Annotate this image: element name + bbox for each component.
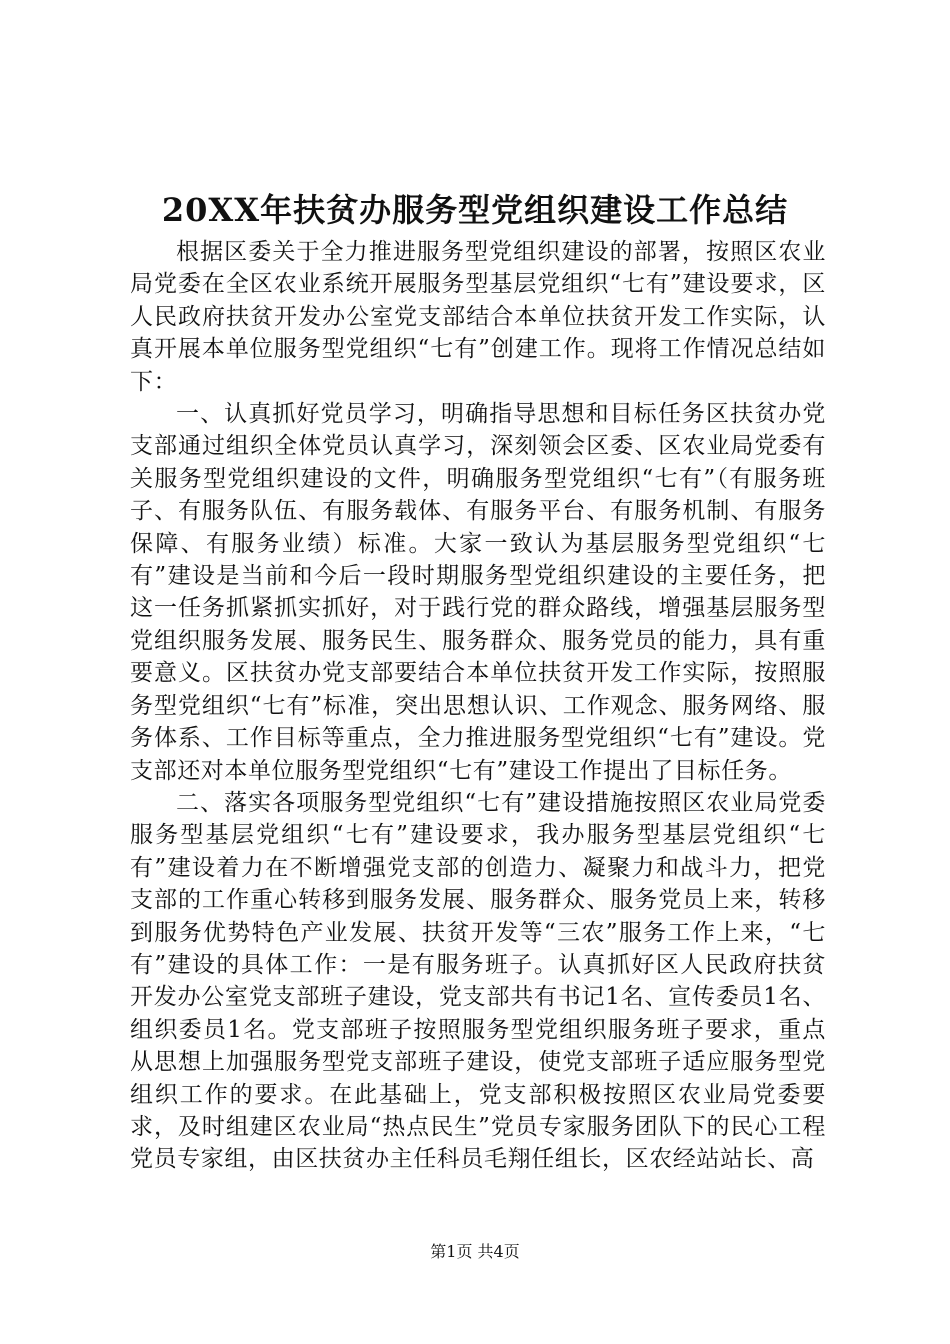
- document-body: [130, 236, 826, 1176]
- document-title: 20XX年扶贫办服务型党组织建设工作总结: [161, 191, 789, 229]
- paragraph-section-1: 一、认真抓好党员学习，明确指导思想和目标任务区扶贫办党支部通过组织全体党员认真学习，深刻领会区委、区农业局党委有关服务型党组织建设的文件，明确服务型党组织“七有”（有服务班子、有服务队伍、有服务载体、有服务平台、有服务机制、有服务保障、有服务业绩）标准。大家一致认为基层服务型党组织“七有”建设是当前和今后一段时期服务型党组织建设的主要任务，把这一任务抓紧抓实抓好，对于践行党的群众路线，增强基层服务型党组织服务发展、服务民生、服务群众、服务党员的能力，具有重要意义。区扶贫办党支部要结合本单位扶贫开发工作实际，按照服务型党组织“七有”标准，突出思想认识、工作观念、服务网络、服务体系、工作目标等重点，全力推进服务型党组织“七有”建设。党支部还对本单位服务型党组织“七有”建设工作提出了目标任务。: [130, 401, 826, 784]
- paragraph-section-2: 二、落实各项服务型党组织“七有”建设措施按照区农业局党委服务型基层党组织“七有”建设要求，我办服务型基层党组织“七有”建设着力在不断增强党支部的创造力、凝聚力和战斗力，把党支部的工作重心转移到服务发展、服务群众、服务党员上来，转移到服务优势特色产业发展、扶贫开发等“三农”服务工作上来，“七有”建设的具体工作：一是有服务班子。认真抓好区人民政府扶贫开发办公室党支部班子建设，党支部共有书记1名、宣传委员1名、组织委员1名。党支部班子按照服务型党组织服务班子要求，重点从思想上加强服务型党支部班子建设，使党支部班子适应服务型党组织工作的要求。在此基础上，党支部积极按照区农业局党委要求，及时组建区农业局“热点民生”党员专家服务团队下的民心工程党员专家组，由区扶贫办主任科员毛翔任组长，区农经站站长、高: [130, 789, 826, 1173]
- page-number-footer: 第1页 共4页: [430, 1242, 520, 1261]
- paragraph-intro: 根据区委关于全力推进服务型党组织建设的部署，按照区农业局党委在全区农业系统开展服务型基层党组织“七有”建设要求，区人民政府扶贫开发办公室党支部结合本单位扶贫开发工作实际，认真开展本单位服务型党组织“七有”创建工作。现将工作情况总结如下：: [130, 239, 826, 395]
